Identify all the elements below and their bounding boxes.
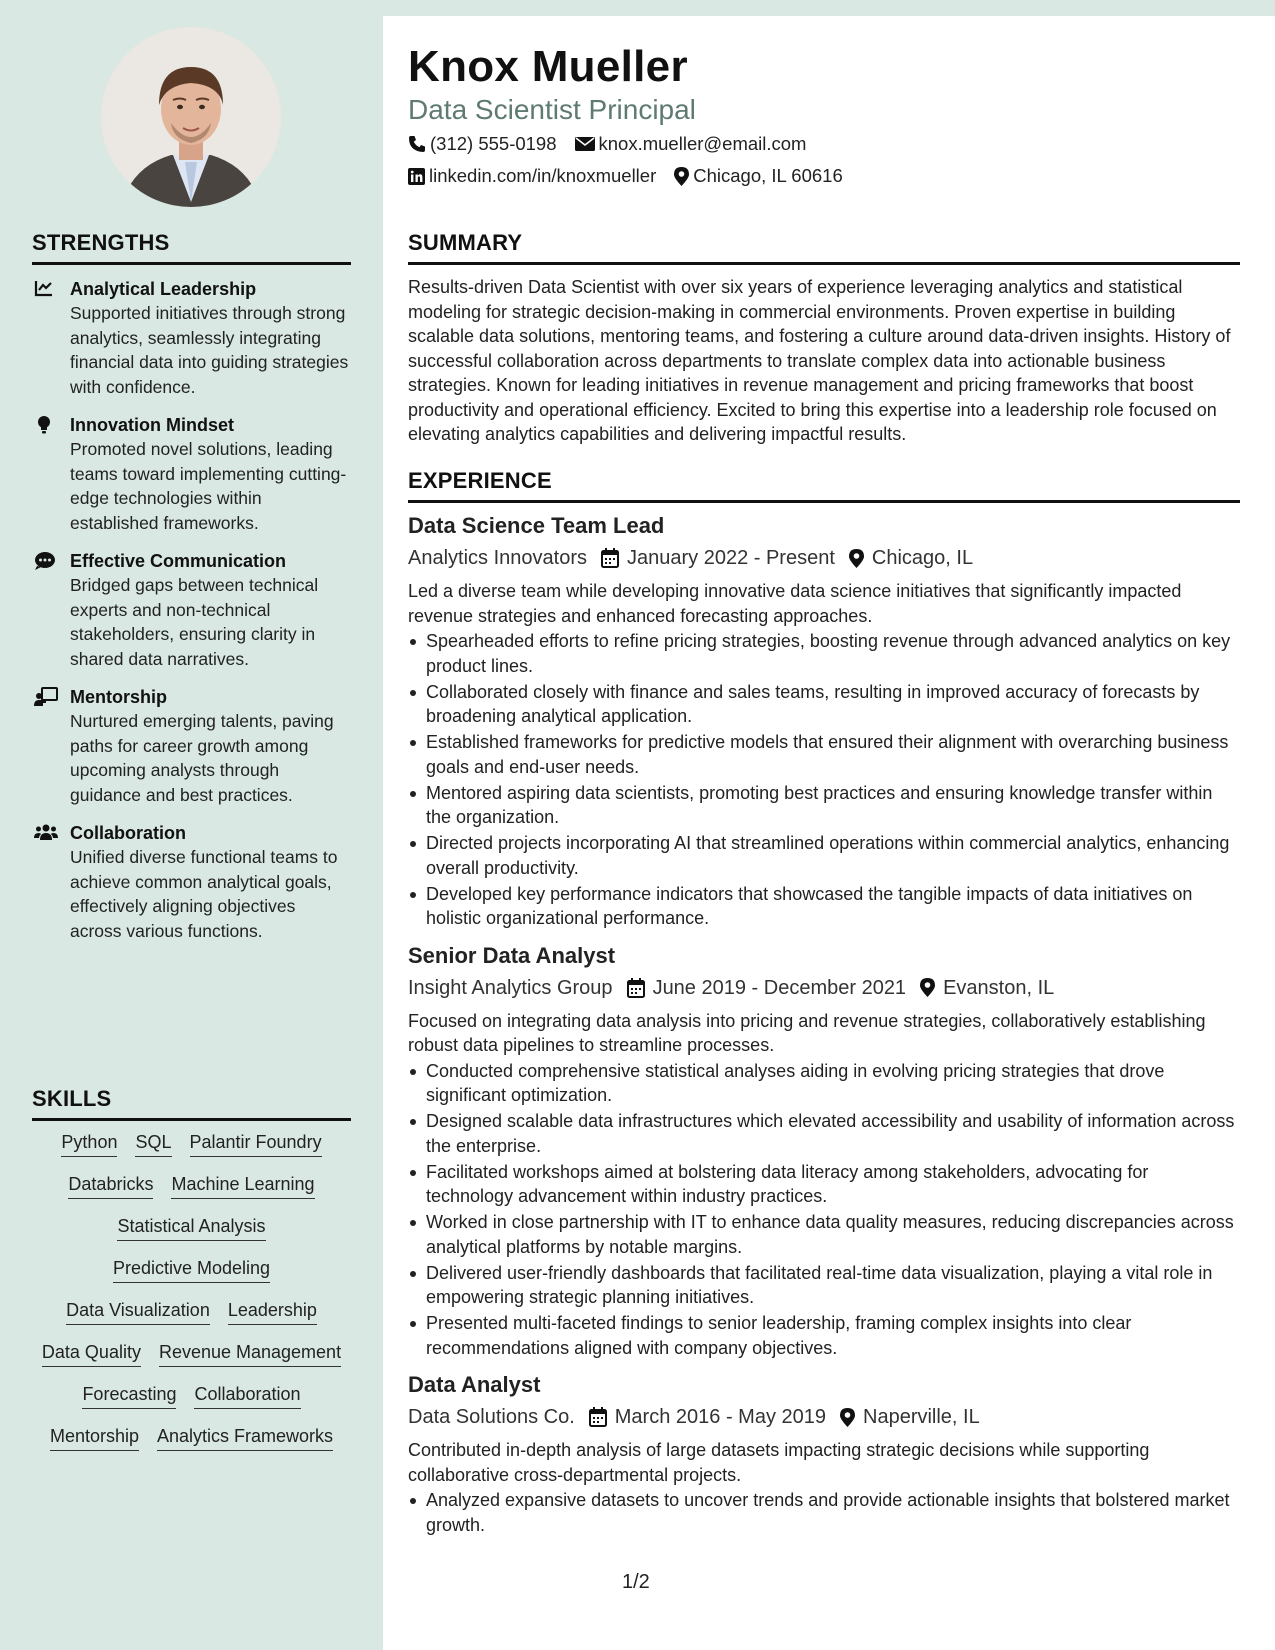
strength-name: Effective Communication	[70, 551, 287, 571]
contact-row-2	[408, 165, 861, 187]
phone-contact	[408, 133, 557, 155]
bullet-item: Facilitated workshops aimed at bolstering data literacy among stakeholders, advocating for technology advancement within industry practices.	[408, 1160, 1240, 1209]
summary-heading: SUMMARY	[408, 230, 1240, 265]
job-dates: January 2022 - Present	[626, 547, 835, 569]
chart-line-icon	[34, 279, 56, 299]
job-company: Insight Analytics Group	[408, 976, 613, 999]
contact-row-1	[408, 133, 824, 155]
job-entry	[408, 1370, 1240, 1537]
strengths-heading: STRENGTHS	[32, 230, 351, 265]
strength-desc: Promoted novel solutions, leading teams toward implementing cutting-edge technologies within established frameworks.	[70, 439, 347, 533]
calendar-icon	[627, 978, 645, 998]
skill-tag: Predictive Modeling	[113, 1257, 270, 1283]
skill-tag: Mentorship	[50, 1425, 139, 1451]
experience-heading: EXPERIENCE	[408, 468, 1240, 503]
job-dates-wrap	[601, 543, 835, 573]
strength-desc: Bridged gaps between technical experts and non-technical stakeholders, ensuring clarity in shared data narratives.	[70, 575, 319, 669]
map-pin-icon	[849, 549, 864, 568]
bullet-item: Analyzed expansive datasets to uncover trends and provide actionable insights that bolstered market growth.	[408, 1488, 1240, 1537]
skills-list	[32, 1131, 351, 1451]
strength-name: Collaboration	[70, 823, 186, 843]
job-title: Data Analyst	[408, 1372, 541, 1397]
strength-item	[32, 277, 351, 399]
skill-tag: Forecasting	[82, 1383, 176, 1409]
job-company: Analytics Innovators	[408, 547, 587, 569]
map-pin-icon	[920, 978, 935, 997]
skill-tag: Databricks	[68, 1173, 153, 1199]
chalkboard-teacher-icon	[34, 687, 56, 707]
bullet-item: Spearheaded efforts to refine pricing strategies, boosting revenue through advanced analytics on key product lines.	[408, 629, 1240, 678]
skill-tag: Machine Learning	[171, 1173, 314, 1199]
skill-tag: Statistical Analysis	[117, 1215, 265, 1241]
calendar-icon	[601, 548, 619, 568]
profile-photo	[101, 27, 281, 207]
strength-item	[32, 821, 351, 943]
bullet-item: Directed projects incorporating AI that streamlined operations within commercial analytics, enhancing overall productivity.	[408, 831, 1240, 880]
job-location-wrap	[840, 1402, 980, 1432]
strength-item	[32, 413, 351, 535]
job-meta	[408, 973, 1240, 1003]
job-location-wrap	[849, 543, 973, 573]
job-dates: March 2016 - May 2019	[614, 1406, 826, 1428]
job-title: Data Science Team Lead	[408, 513, 665, 538]
envelope-icon	[575, 136, 595, 152]
bullet-item: Worked in close partnership with IT to enhance data quality measures, reducing discrepancies across analytical platforms by notable margins.	[408, 1210, 1240, 1259]
skill-tag: Analytics Frameworks	[157, 1425, 333, 1451]
phone-icon	[408, 135, 426, 153]
job-meta	[408, 543, 1240, 573]
bullet-item: Conducted comprehensive statistical analyses aiding in evolving pricing strategies that drove significant optimization.	[408, 1059, 1240, 1108]
skill-tag: Palantir Foundry	[190, 1131, 322, 1157]
person-title: Data Scientist Principal	[408, 94, 696, 125]
strength-name: Analytical Leadership	[70, 279, 257, 299]
job-description: Contributed in-depth analysis of large datasets impacting strategic decisions while supporting collaborative cross-departmental projects.	[408, 1440, 1150, 1485]
experience-section	[408, 468, 1240, 1539]
strength-name: Innovation Mindset	[70, 415, 234, 435]
job-location-wrap	[920, 973, 1054, 1003]
bullet-item: Developed key performance indicators that showcased the tangible impacts of data initiatives on holistic organizational performance.	[408, 882, 1240, 931]
location-text: Chicago, IL 60616	[693, 165, 843, 186]
job-bullets	[408, 1488, 1240, 1537]
job-description: Focused on integrating data analysis into pricing and revenue strategies, collaboratively establishing robust data pipelines to streamline processes.	[408, 1010, 1206, 1055]
linkedin-icon	[408, 168, 425, 185]
map-pin-icon	[674, 167, 689, 186]
job-title: Senior Data Analyst	[408, 942, 616, 968]
job-company: Data Solutions Co.	[408, 1406, 575, 1428]
skill-tag: Data Visualization	[66, 1299, 210, 1325]
users-icon	[34, 823, 56, 843]
job-description: Led a diverse team while developing innovative data science initiatives that significantly impacted revenue strategies and enhanced forecasting approaches.	[408, 581, 1182, 626]
strength-item	[32, 549, 351, 671]
job-entry	[408, 941, 1240, 1361]
person-name: Knox Mueller	[408, 42, 688, 91]
phone-text: (312) 555-0198	[430, 133, 557, 154]
skills-heading: SKILLS	[32, 1086, 351, 1121]
summary-section	[408, 230, 1240, 447]
skill-tag: Python	[61, 1131, 117, 1157]
strength-name: Mentorship	[70, 687, 167, 707]
lightbulb-icon	[34, 415, 56, 435]
skill-tag: SQL	[135, 1131, 171, 1157]
strengths-section	[32, 230, 351, 943]
strength-desc: Nurtured emerging talents, paving paths for career growth among upcoming analysts through guidance and best practices.	[70, 711, 334, 805]
strength-desc: Unified diverse functional teams to achieve common analytical goals, effectively aligning objectives across various functions.	[70, 847, 338, 941]
job-meta	[408, 1402, 1240, 1432]
page-number: 1/2	[622, 1571, 650, 1593]
skills-section	[32, 1086, 351, 1451]
email-text[interactable]: knox.mueller@email.com	[598, 133, 807, 154]
linkedin-contact[interactable]	[408, 165, 656, 187]
job-dates-wrap	[589, 1402, 826, 1432]
summary-text: Results-driven Data Scientist with over six years of experience leveraging analytics and statistical modeling for strategic decision-making in commercial environments. Proven expertise in building scalable data solutions, mentoring teams, and fostering a culture around data-driven insights. History of successful collaboration across departments to translate complex data into actionable business strategies. Known for leading initiatives in revenue management and pricing frameworks that boost productivity and operational efficiency. Excited to bring this expertise into a leadership role focused on elevating analytics capabilities and delivering impactful results.	[408, 277, 1231, 444]
strength-item	[32, 685, 351, 807]
job-location: Evanston, IL	[943, 976, 1055, 999]
bullet-item: Delivered user-friendly dashboards that facilitated real-time data visualization, playing a vital role in empowering strategic planning initiatives.	[408, 1261, 1240, 1310]
bullet-item: Established frameworks for predictive models that ensured their alignment with overarching business goals and end-user needs.	[408, 730, 1240, 779]
job-location: Chicago, IL	[871, 547, 974, 569]
job-dates-wrap	[627, 973, 907, 1003]
job-dates: June 2019 - December 2021	[652, 976, 907, 999]
skill-tag: Leadership	[228, 1299, 317, 1325]
skill-tag: Data Quality	[42, 1341, 141, 1367]
skill-tag: Revenue Management	[159, 1341, 341, 1367]
job-bullets	[408, 1059, 1240, 1361]
job-bullets	[408, 629, 1240, 931]
map-pin-icon	[840, 1408, 855, 1427]
bullet-item: Collaborated closely with finance and sales teams, resulting in improved accuracy of forecasts by broadening analytical application.	[408, 680, 1240, 729]
comment-dots-icon	[34, 551, 56, 571]
bullet-item: Designed scalable data infrastructures which elevated accessibility and usability of information across the enterprise.	[408, 1109, 1240, 1158]
calendar-icon	[589, 1407, 607, 1427]
strength-desc: Supported initiatives through strong analytics, seamlessly integrating financial data into guiding strategies with confidence.	[70, 303, 349, 397]
email-contact[interactable]	[575, 133, 807, 155]
linkedin-text[interactable]: linkedin.com/in/knoxmueller	[429, 165, 657, 186]
bullet-item: Presented multi-faceted findings to senior leadership, framing complex insights into clear recommendations aligned with company objectives.	[408, 1311, 1240, 1360]
skill-tag: Collaboration	[194, 1383, 300, 1409]
job-location: Naperville, IL	[863, 1406, 980, 1428]
bullet-item: Mentored aspiring data scientists, promoting best practices and ensuring knowledge transfer within the organization.	[408, 781, 1240, 830]
job-entry	[408, 511, 1240, 931]
location-contact	[674, 165, 842, 187]
